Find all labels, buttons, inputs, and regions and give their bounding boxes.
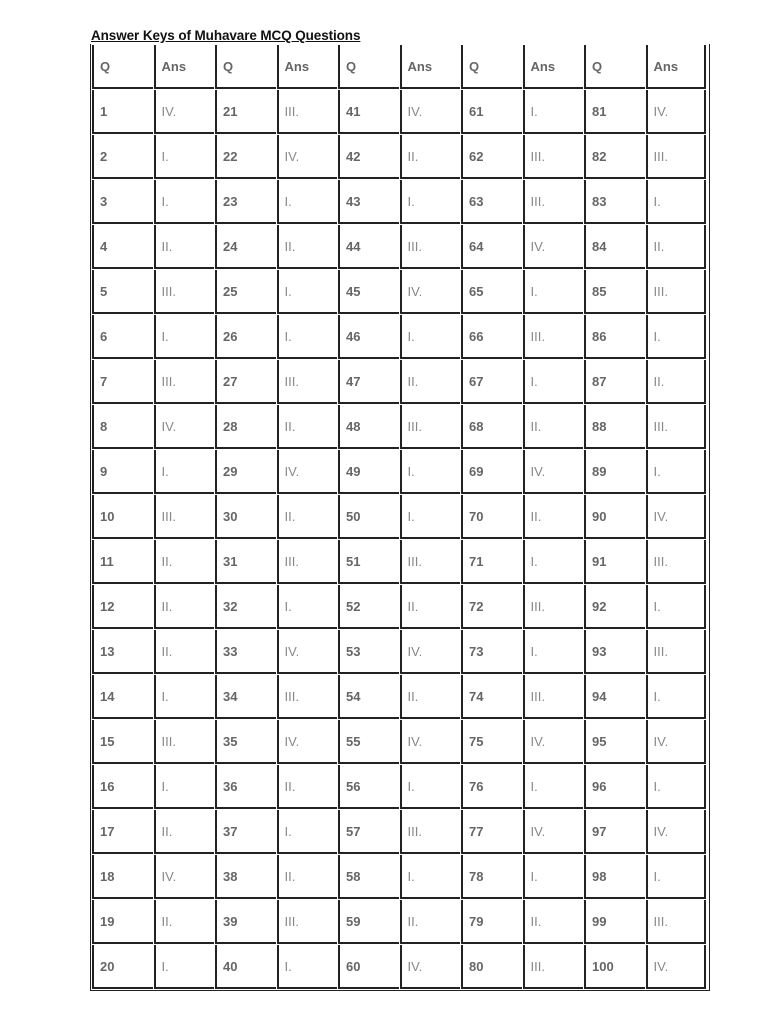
- question-number-cell: 33: [215, 630, 276, 674]
- answer-cell: III.: [646, 405, 707, 449]
- question-number-cell: 34: [215, 675, 276, 719]
- question-number-cell: 29: [215, 450, 276, 494]
- answer-cell: I.: [400, 765, 461, 809]
- answer-cell: II.: [277, 855, 338, 899]
- answer-cell: II.: [277, 765, 338, 809]
- question-number-cell: 53: [338, 630, 399, 674]
- answer-cell: III.: [400, 810, 461, 854]
- answer-cell: I.: [646, 675, 707, 719]
- question-number-cell: 49: [338, 450, 399, 494]
- table-row: [92, 810, 706, 854]
- question-number-cell: 74: [461, 675, 522, 719]
- question-number-cell: 28: [215, 405, 276, 449]
- table-row: [92, 540, 706, 584]
- answer-cell: II.: [400, 675, 461, 719]
- answer-cell: I.: [277, 270, 338, 314]
- answer-cell: I.: [523, 765, 584, 809]
- question-number-cell: 15: [92, 720, 153, 764]
- answer-cell: IV.: [646, 720, 707, 764]
- question-number-cell: 25: [215, 270, 276, 314]
- table-row: [92, 720, 706, 764]
- question-number-cell: 72: [461, 585, 522, 629]
- question-number-cell: 27: [215, 360, 276, 404]
- answer-cell: III.: [154, 270, 215, 314]
- answer-cell: IV.: [400, 720, 461, 764]
- answer-cell: III.: [646, 135, 707, 179]
- question-number-cell: 4: [92, 225, 153, 269]
- table-row: [92, 90, 706, 134]
- answer-cell: IV.: [646, 810, 707, 854]
- answer-cell: IV.: [523, 810, 584, 854]
- answer-cell: I.: [154, 765, 215, 809]
- page-title: Answer Keys of Muhavare MCQ Questions: [91, 28, 361, 43]
- question-number-cell: 43: [338, 180, 399, 224]
- question-number-cell: 47: [338, 360, 399, 404]
- answer-cell: II.: [154, 585, 215, 629]
- question-number-cell: 73: [461, 630, 522, 674]
- answer-cell: I.: [646, 855, 707, 899]
- header-answer: Ans: [154, 45, 215, 89]
- question-number-cell: 38: [215, 855, 276, 899]
- header-question: Q: [584, 45, 645, 89]
- answer-cell: III.: [277, 90, 338, 134]
- question-number-cell: 46: [338, 315, 399, 359]
- answer-cell: IV.: [523, 225, 584, 269]
- question-number-cell: 85: [584, 270, 645, 314]
- question-number-cell: 79: [461, 900, 522, 944]
- table-row: [92, 225, 706, 269]
- answer-cell: III.: [400, 405, 461, 449]
- answer-cell: II.: [154, 225, 215, 269]
- question-number-cell: 3: [92, 180, 153, 224]
- question-number-cell: 7: [92, 360, 153, 404]
- answer-cell: I.: [154, 135, 215, 179]
- question-number-cell: 2: [92, 135, 153, 179]
- question-number-cell: 60: [338, 945, 399, 989]
- header-answer: Ans: [646, 45, 707, 89]
- answer-cell: III.: [646, 540, 707, 584]
- question-number-cell: 24: [215, 225, 276, 269]
- answer-cell: III.: [277, 540, 338, 584]
- question-number-cell: 64: [461, 225, 522, 269]
- question-number-cell: 23: [215, 180, 276, 224]
- question-number-cell: 54: [338, 675, 399, 719]
- answer-cell: II.: [523, 900, 584, 944]
- question-number-cell: 5: [92, 270, 153, 314]
- answer-cell: I.: [154, 675, 215, 719]
- question-number-cell: 84: [584, 225, 645, 269]
- answer-cell: II.: [154, 810, 215, 854]
- answer-cell: I.: [154, 945, 215, 989]
- question-number-cell: 50: [338, 495, 399, 539]
- answer-cell: I.: [646, 585, 707, 629]
- question-number-cell: 88: [584, 405, 645, 449]
- answer-cell: I.: [523, 270, 584, 314]
- table-row: [92, 675, 706, 719]
- question-number-cell: 90: [584, 495, 645, 539]
- answer-cell: II.: [646, 360, 707, 404]
- answer-cell: III.: [523, 945, 584, 989]
- answer-cell: III.: [154, 360, 215, 404]
- question-number-cell: 68: [461, 405, 522, 449]
- header-answer: Ans: [400, 45, 461, 89]
- question-number-cell: 65: [461, 270, 522, 314]
- answer-cell: III.: [400, 540, 461, 584]
- answer-cell: II.: [646, 225, 707, 269]
- answer-cell: III.: [646, 270, 707, 314]
- question-number-cell: 67: [461, 360, 522, 404]
- answer-cell: I.: [400, 495, 461, 539]
- question-number-cell: 61: [461, 90, 522, 134]
- answer-cell: II.: [154, 540, 215, 584]
- answer-cell: II.: [400, 900, 461, 944]
- answer-cell: III.: [523, 315, 584, 359]
- question-number-cell: 31: [215, 540, 276, 584]
- table-row: [92, 450, 706, 494]
- question-number-cell: 26: [215, 315, 276, 359]
- answer-cell: I.: [400, 315, 461, 359]
- question-number-cell: 19: [92, 900, 153, 944]
- answer-cell: III.: [277, 360, 338, 404]
- answer-cell: IV.: [154, 855, 215, 899]
- question-number-cell: 35: [215, 720, 276, 764]
- answer-cell: I.: [646, 765, 707, 809]
- question-number-cell: 77: [461, 810, 522, 854]
- answer-cell: I.: [277, 180, 338, 224]
- answer-cell: II.: [400, 585, 461, 629]
- answer-cell: IV.: [646, 945, 707, 989]
- answer-cell: III.: [277, 900, 338, 944]
- question-number-cell: 51: [338, 540, 399, 584]
- table-row: [92, 765, 706, 809]
- answer-cell: II.: [400, 135, 461, 179]
- answer-cell: III.: [154, 720, 215, 764]
- question-number-cell: 36: [215, 765, 276, 809]
- question-number-cell: 87: [584, 360, 645, 404]
- question-number-cell: 96: [584, 765, 645, 809]
- question-number-cell: 14: [92, 675, 153, 719]
- question-number-cell: 40: [215, 945, 276, 989]
- answer-cell: IV.: [646, 495, 707, 539]
- table-row: [92, 630, 706, 674]
- answer-cell: I.: [277, 945, 338, 989]
- answer-cell: II.: [277, 405, 338, 449]
- question-number-cell: 1: [92, 90, 153, 134]
- answer-cell: IV.: [277, 630, 338, 674]
- answer-key-table: [91, 44, 707, 990]
- question-number-cell: 17: [92, 810, 153, 854]
- question-number-cell: 81: [584, 90, 645, 134]
- question-number-cell: 42: [338, 135, 399, 179]
- answer-cell: I.: [523, 90, 584, 134]
- question-number-cell: 66: [461, 315, 522, 359]
- answer-cell: II.: [154, 630, 215, 674]
- question-number-cell: 12: [92, 585, 153, 629]
- answer-cell: I.: [400, 855, 461, 899]
- answer-cell: IV.: [400, 90, 461, 134]
- answer-cell: I.: [154, 315, 215, 359]
- answer-cell: I.: [277, 585, 338, 629]
- question-number-cell: 94: [584, 675, 645, 719]
- table-row: [92, 900, 706, 944]
- header-question: Q: [92, 45, 153, 89]
- question-number-cell: 92: [584, 585, 645, 629]
- header-question: Q: [338, 45, 399, 89]
- question-number-cell: 78: [461, 855, 522, 899]
- table-row: [92, 315, 706, 359]
- question-number-cell: 63: [461, 180, 522, 224]
- table-row: [92, 360, 706, 404]
- question-number-cell: 13: [92, 630, 153, 674]
- question-number-cell: 9: [92, 450, 153, 494]
- header-answer: Ans: [523, 45, 584, 89]
- answer-cell: I.: [523, 630, 584, 674]
- table-row: [92, 495, 706, 539]
- table-row: [92, 405, 706, 449]
- question-number-cell: 71: [461, 540, 522, 584]
- answer-cell: IV.: [400, 945, 461, 989]
- answer-cell: I.: [154, 450, 215, 494]
- header-question: Q: [215, 45, 276, 89]
- question-number-cell: 95: [584, 720, 645, 764]
- answer-cell: III.: [646, 630, 707, 674]
- answer-cell: II.: [400, 360, 461, 404]
- question-number-cell: 32: [215, 585, 276, 629]
- answer-cell: IV.: [277, 720, 338, 764]
- answer-cell: III.: [277, 675, 338, 719]
- answer-cell: IV.: [154, 90, 215, 134]
- table-row: [92, 855, 706, 899]
- answer-cell: I.: [646, 450, 707, 494]
- question-number-cell: 6: [92, 315, 153, 359]
- question-number-cell: 52: [338, 585, 399, 629]
- answer-cell: III.: [154, 495, 215, 539]
- answer-cell: III.: [400, 225, 461, 269]
- question-number-cell: 58: [338, 855, 399, 899]
- answer-cell: I.: [277, 315, 338, 359]
- question-number-cell: 11: [92, 540, 153, 584]
- question-number-cell: 91: [584, 540, 645, 584]
- question-number-cell: 59: [338, 900, 399, 944]
- question-number-cell: 10: [92, 495, 153, 539]
- answer-cell: III.: [523, 180, 584, 224]
- question-number-cell: 70: [461, 495, 522, 539]
- question-number-cell: 100: [584, 945, 645, 989]
- question-number-cell: 37: [215, 810, 276, 854]
- answer-cell: IV.: [400, 630, 461, 674]
- question-number-cell: 62: [461, 135, 522, 179]
- answer-cell: I.: [646, 315, 707, 359]
- question-number-cell: 45: [338, 270, 399, 314]
- question-number-cell: 18: [92, 855, 153, 899]
- question-number-cell: 83: [584, 180, 645, 224]
- answer-cell: I.: [523, 360, 584, 404]
- answer-cell: II.: [277, 225, 338, 269]
- answer-cell: I.: [523, 540, 584, 584]
- question-number-cell: 82: [584, 135, 645, 179]
- table-header-row: [92, 45, 706, 89]
- answer-cell: II.: [523, 495, 584, 539]
- question-number-cell: 80: [461, 945, 522, 989]
- answer-cell: I.: [523, 855, 584, 899]
- table-row: [92, 135, 706, 179]
- question-number-cell: 57: [338, 810, 399, 854]
- answer-cell: IV.: [646, 90, 707, 134]
- header-question: Q: [461, 45, 522, 89]
- question-number-cell: 22: [215, 135, 276, 179]
- answer-cell: III.: [646, 900, 707, 944]
- answer-cell: I.: [154, 180, 215, 224]
- answer-cell: I.: [277, 810, 338, 854]
- question-number-cell: 41: [338, 90, 399, 134]
- question-number-cell: 99: [584, 900, 645, 944]
- question-number-cell: 55: [338, 720, 399, 764]
- table-row: [92, 270, 706, 314]
- answer-cell: I.: [400, 180, 461, 224]
- question-number-cell: 89: [584, 450, 645, 494]
- answer-cell: I.: [400, 450, 461, 494]
- table-row: [92, 585, 706, 629]
- question-number-cell: 56: [338, 765, 399, 809]
- table-body: [92, 90, 706, 989]
- question-number-cell: 69: [461, 450, 522, 494]
- question-number-cell: 44: [338, 225, 399, 269]
- answer-cell: II.: [277, 495, 338, 539]
- question-number-cell: 8: [92, 405, 153, 449]
- table-row: [92, 945, 706, 989]
- question-number-cell: 48: [338, 405, 399, 449]
- answer-cell: II.: [154, 900, 215, 944]
- answer-cell: III.: [523, 675, 584, 719]
- answer-cell: IV.: [277, 135, 338, 179]
- answer-cell: IV.: [523, 720, 584, 764]
- question-number-cell: 86: [584, 315, 645, 359]
- answer-cell: IV.: [154, 405, 215, 449]
- question-number-cell: 75: [461, 720, 522, 764]
- question-number-cell: 21: [215, 90, 276, 134]
- answer-cell: II.: [523, 405, 584, 449]
- header-answer: Ans: [277, 45, 338, 89]
- question-number-cell: 30: [215, 495, 276, 539]
- question-number-cell: 97: [584, 810, 645, 854]
- question-number-cell: 39: [215, 900, 276, 944]
- answer-cell: I.: [646, 180, 707, 224]
- question-number-cell: 76: [461, 765, 522, 809]
- question-number-cell: 16: [92, 765, 153, 809]
- question-number-cell: 98: [584, 855, 645, 899]
- answer-cell: IV.: [523, 450, 584, 494]
- answer-cell: III.: [523, 135, 584, 179]
- answer-cell: IV.: [400, 270, 461, 314]
- question-number-cell: 93: [584, 630, 645, 674]
- answer-cell: IV.: [277, 450, 338, 494]
- answer-cell: III.: [523, 585, 584, 629]
- answer-key-table-container: [90, 44, 710, 991]
- question-number-cell: 20: [92, 945, 153, 989]
- table-row: [92, 180, 706, 224]
